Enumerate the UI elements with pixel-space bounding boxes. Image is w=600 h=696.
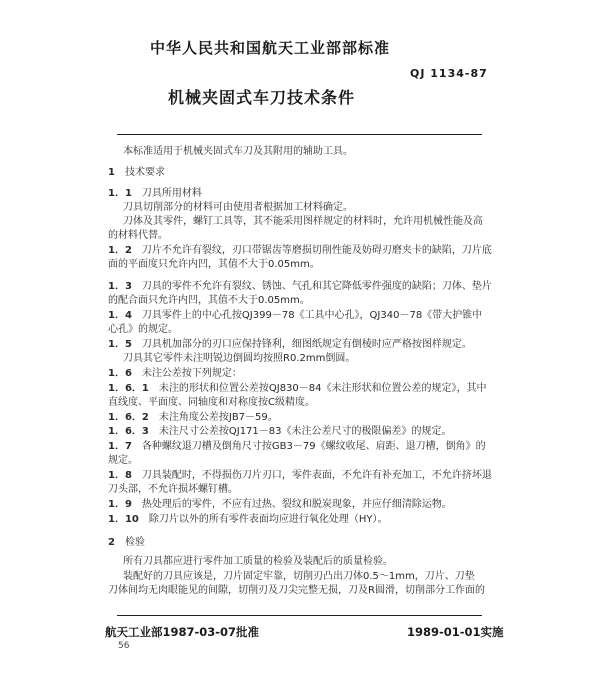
text-line bbox=[108, 188, 202, 200]
clause-text: 刀具切削部分的材料可由使用者根据加工材料确定。 bbox=[123, 202, 353, 213]
text-line bbox=[108, 167, 165, 179]
clause-text: 技术要求 bbox=[114, 167, 165, 178]
clause-text: 刀片不允许有裂纹，刃口带锯齿等磨损切削性能及妨碍刃磨夹卡的缺陷，刀片底 bbox=[131, 245, 492, 256]
clause-text: 刀头部，不允许损坏螺钉槽。 bbox=[108, 484, 238, 495]
text-line bbox=[108, 281, 492, 293]
text-line bbox=[108, 455, 138, 467]
text-line bbox=[108, 397, 315, 409]
text-line bbox=[108, 441, 486, 453]
approval-date: 航天工业部1987-03-07批准 bbox=[105, 625, 260, 639]
clause-number: 1 bbox=[108, 167, 115, 178]
bottom-rule bbox=[117, 615, 482, 616]
clause-text: 未注公差按下列规定： bbox=[131, 368, 242, 379]
text-line bbox=[108, 585, 485, 597]
page-number: 56 bbox=[118, 641, 130, 651]
text-line bbox=[108, 412, 278, 424]
text-line bbox=[108, 484, 238, 496]
clause-text: 除刀片以外的所有零件表面均应进行氧化处理（HY）。 bbox=[138, 514, 388, 525]
text-line bbox=[108, 245, 492, 257]
text-line bbox=[108, 310, 482, 322]
clause-number: 1．6．2 bbox=[108, 412, 149, 423]
text-line bbox=[123, 556, 393, 568]
clause-number: 1．2 bbox=[108, 245, 132, 256]
clause-number: 1．7 bbox=[108, 441, 132, 452]
text-line bbox=[108, 324, 178, 336]
clause-number: 2 bbox=[108, 537, 115, 548]
text-line bbox=[123, 146, 353, 158]
clause-text: 直线度、平面度、同轴度和对称度按C级精度。 bbox=[108, 397, 315, 408]
effective-date: 1989-01-01实施 bbox=[407, 625, 504, 639]
clause-text: 刀具机加部分的刃口应保持锋利，细图纸规定有倒棱时应严格按图样规定。 bbox=[131, 339, 472, 350]
clause-number: 1．8 bbox=[108, 470, 132, 481]
text-line bbox=[108, 514, 388, 526]
clause-text: 装配好的刀具应该是，刀片固定牢靠，切削刃凸出刀体0.5～1mm，刀片、刀垫 bbox=[123, 571, 475, 582]
clause-number: 1．9 bbox=[108, 499, 132, 510]
clause-text: 刀体及其零件，螺钉工具等，其不能采用图样规定的材料时，允许用机械性能及高 bbox=[123, 216, 483, 227]
text-line bbox=[108, 499, 452, 511]
clause-text: 所有刀具都应进行零件加工质量的检验及装配后的质量检验。 bbox=[123, 556, 393, 567]
clause-number: 1．3 bbox=[108, 281, 132, 292]
clause-text: 规定。 bbox=[108, 455, 138, 466]
text-line bbox=[108, 470, 492, 482]
clause-text: 未注角度公差按JB7－59。 bbox=[148, 412, 278, 423]
clause-number: 1．4 bbox=[108, 310, 132, 321]
clause-text: 刀具的零件不允许有裂纹、锈蚀、气孔和其它降低零件强度的缺陷；刀体、垫片 bbox=[131, 281, 492, 292]
clause-text: 检验 bbox=[114, 537, 145, 548]
text-line bbox=[108, 230, 168, 242]
text-line bbox=[123, 216, 483, 228]
text-line bbox=[108, 426, 452, 438]
text-line bbox=[108, 339, 472, 351]
clause-text: 本标准适用于机械夹固式车刀及其附用的辅助工具。 bbox=[123, 146, 353, 157]
clause-text: 刀具装配时，不得损伤刀片刃口，零件表面，不允许有补充加工，不允许挤坏退 bbox=[131, 470, 492, 481]
text-line bbox=[108, 295, 310, 307]
clause-text: 刀具其它零件未注明锐边倒圆均按照R0.2mm倒圆。 bbox=[123, 353, 356, 364]
clause-text: 的配合面只允许内凹，其值不大于0.05mm。 bbox=[108, 295, 310, 306]
clause-number: 1．1 bbox=[108, 188, 132, 199]
clause-text: 心孔》的规定。 bbox=[108, 324, 178, 335]
clause-number: 1．6．1 bbox=[108, 383, 149, 394]
text-line bbox=[108, 259, 320, 271]
document-title: 机械夹固式车刀技术条件 bbox=[168, 88, 356, 107]
clause-number: 1．5 bbox=[108, 339, 132, 350]
clause-number: 1．10 bbox=[108, 514, 139, 525]
clause-text: 未注尺寸公差按QJ171－83《未注公差尺寸的极限偏差》的规定。 bbox=[148, 426, 452, 437]
clause-number: 1．6．3 bbox=[108, 426, 149, 437]
clause-text: 热处理后的零件，不应有过热、裂纹和脱炭现象，并应仔细清除运物。 bbox=[131, 499, 452, 510]
text-line bbox=[123, 353, 355, 365]
text-line bbox=[108, 368, 242, 380]
clause-text: 面的平面度只允许内凹，其值不大于0.05mm。 bbox=[108, 259, 320, 270]
text-line bbox=[108, 537, 145, 549]
issuing-organization: 中华人民共和国航天工业部部标准 bbox=[150, 39, 391, 57]
clause-text: 刀具所用材料 bbox=[131, 188, 202, 199]
clause-text: 各种螺纹退刀槽及倒角尺寸按GB3－79《螺纹收尾、肩距、退刀槽，倒角》的 bbox=[131, 441, 486, 452]
text-line bbox=[123, 571, 475, 583]
clause-text: 刀体间均无肉眼能见的间隙，切削刃及刀尖完整无损，刀及R圆滑，切削部分工作面的 bbox=[108, 585, 485, 596]
standard-code: QJ 1134-87 bbox=[410, 67, 488, 80]
clause-number: 1．6 bbox=[108, 368, 132, 379]
text-line bbox=[108, 383, 487, 395]
clause-text: 刀具零件上的中心孔按QJ399－78《工具中心孔》，QJ340－78《带大护锥中 bbox=[131, 310, 483, 321]
text-line bbox=[123, 202, 353, 214]
clause-text: 未注的形状和位置公差按QJ830－84《未注形状和位置公差的规定》，其中 bbox=[148, 383, 487, 394]
clause-text: 的材料代替。 bbox=[108, 230, 168, 241]
top-rule bbox=[117, 134, 482, 135]
